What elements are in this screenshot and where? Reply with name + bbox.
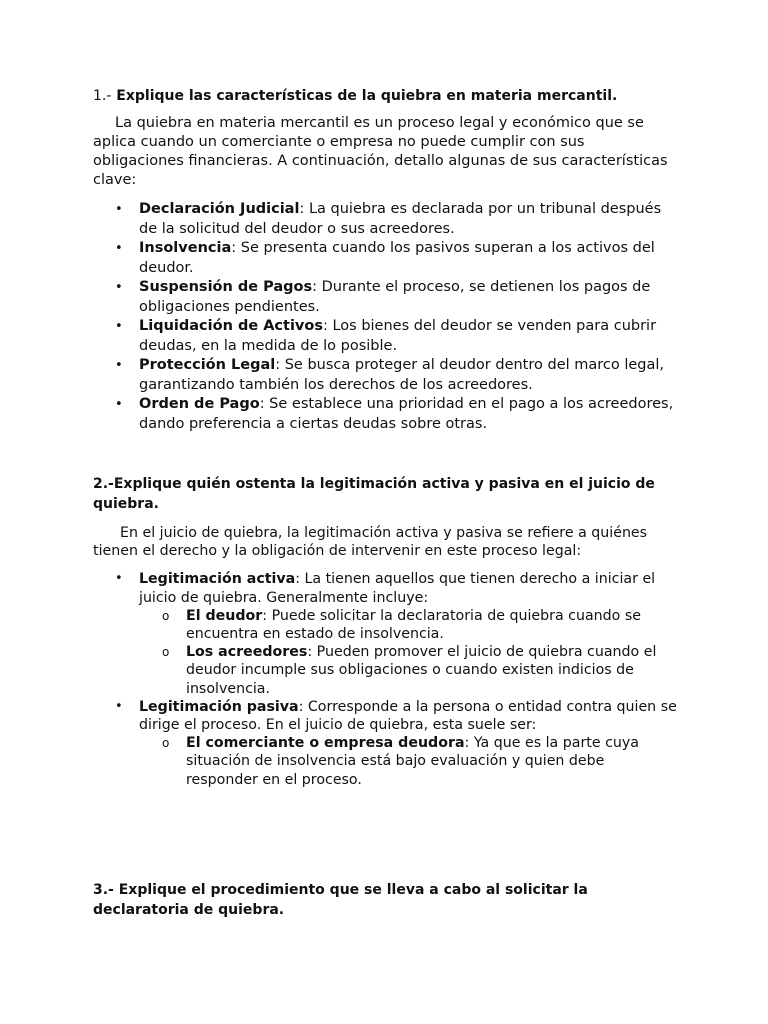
- question-2-section: [93, 475, 678, 789]
- list-item-term: Legitimación pasiva: [139, 698, 299, 715]
- list-item: [93, 570, 678, 697]
- question-1-number: 1.-: [93, 88, 112, 104]
- bullet-icon: •: [115, 571, 123, 587]
- list-item-term: Insolvencia: [139, 240, 232, 256]
- characteristics-list: [93, 200, 678, 434]
- list-item-term: Liquidación de Activos: [139, 318, 323, 334]
- question-1-intro: La quiebra en materia mercantil es un proceso legal y económico que se aplica cuando un comerciante o empresa no puede cumplir con sus obligaciones financieras. A continuación, detallo algunas de sus características clave:: [93, 115, 668, 188]
- list-item-term: Protección Legal: [139, 357, 276, 373]
- list-item-term: Orden de Pago: [139, 396, 260, 412]
- bullet-icon: •: [115, 241, 123, 256]
- list-item-text: : Se establece una prioridad en el pago a los acreedores, dando preferencia a ciertas deudas sobre otras.: [139, 396, 674, 432]
- list-item-term: Suspensión de Pagos: [139, 279, 313, 295]
- question-2-title: 2.-Explique quién ostenta la legitimación activa y pasiva en el juicio de quiebra.: [93, 476, 655, 512]
- list-item: [93, 278, 678, 317]
- bullet-icon: •: [115, 397, 123, 412]
- list-item-term: Legitimación activa: [139, 571, 296, 588]
- bullet-icon: •: [115, 319, 123, 334]
- bullet-icon: •: [115, 280, 123, 295]
- list-item-text: : Los bienes del deudor se venden para cubrir deudas, en la medida de lo posible.: [139, 318, 657, 354]
- sub-list-item: [139, 607, 678, 643]
- sub-list-item-term: Los acreedores: [186, 644, 308, 661]
- bullet-icon: •: [115, 202, 123, 217]
- list-item: [93, 395, 678, 434]
- sub-list-item-text: : Ya que es la parte cuya situación de insolvencia está bajo evaluación y quien debe responder en el proceso.: [186, 735, 639, 788]
- list-item-text: : Durante el proceso, se detienen los pagos de obligaciones pendientes.: [139, 279, 651, 315]
- sub-list: [139, 734, 678, 789]
- list-item: [93, 239, 678, 278]
- circle-bullet-icon: o: [162, 608, 170, 623]
- sub-list-item-text: : Pueden promover el juicio de quiebra cuando el deudor incumple sus obligaciones o cuando existen indicios de insolvencia.: [186, 644, 657, 697]
- question-3-heading: [93, 881, 678, 920]
- question-2-heading: [93, 475, 678, 514]
- question-1-title: Explique las características de la quiebra en materia mercantil.: [111, 88, 618, 104]
- list-item-text: : La quiebra es declarada por un tribunal después de la solicitud del deudor o sus acreedores.: [139, 201, 662, 237]
- list-item-text: : La tienen aquellos que tienen derecho a iniciar el juicio de quiebra. Generalmente incluye:: [139, 571, 656, 606]
- list-item: [93, 200, 678, 239]
- sub-list-item-term: El comerciante o empresa deudora: [186, 735, 465, 752]
- bullet-icon: •: [115, 698, 123, 714]
- list-item-text: : Se busca proteger al deudor dentro del marco legal, garantizando también los derechos de los acreedores.: [139, 357, 665, 393]
- circle-bullet-icon: o: [162, 736, 170, 751]
- sub-list-item-term: El deudor: [186, 607, 263, 624]
- question-3-title: 3.- Explique el procedimiento que se lleva a cabo al solicitar la declaratoria de quiebra.: [93, 882, 588, 918]
- sub-list-item: [139, 734, 678, 789]
- question-1-heading: [93, 86, 678, 106]
- list-item: [93, 317, 678, 356]
- list-item-text: : Se presenta cuando los pasivos superan a los activos del deudor.: [139, 240, 655, 276]
- sub-list-item: [139, 643, 678, 698]
- list-item-text: : Corresponde a la persona o entidad contra quien se dirige el proceso. En el juicio de quiebra, esta suele ser:: [139, 698, 677, 734]
- question-3-section: [93, 881, 678, 920]
- question-2-intro: En el juicio de quiebra, la legitimación activa y pasiva se refiere a quiénes tienen el derecho y la obligación de intervenir en este proceso legal:: [93, 525, 648, 560]
- question-1-section: [93, 86, 678, 434]
- list-item: [93, 356, 678, 395]
- circle-bullet-icon: o: [162, 645, 170, 660]
- list-item: [93, 698, 678, 789]
- legitimation-list: [93, 570, 678, 788]
- bullet-icon: •: [115, 358, 123, 373]
- sub-list: [139, 607, 678, 698]
- list-item-term: Declaración Judicial: [139, 201, 300, 217]
- sub-list-item-text: : Puede solicitar la declaratoria de quiebra cuando se encuentra en estado de insolvencia.: [186, 607, 641, 643]
